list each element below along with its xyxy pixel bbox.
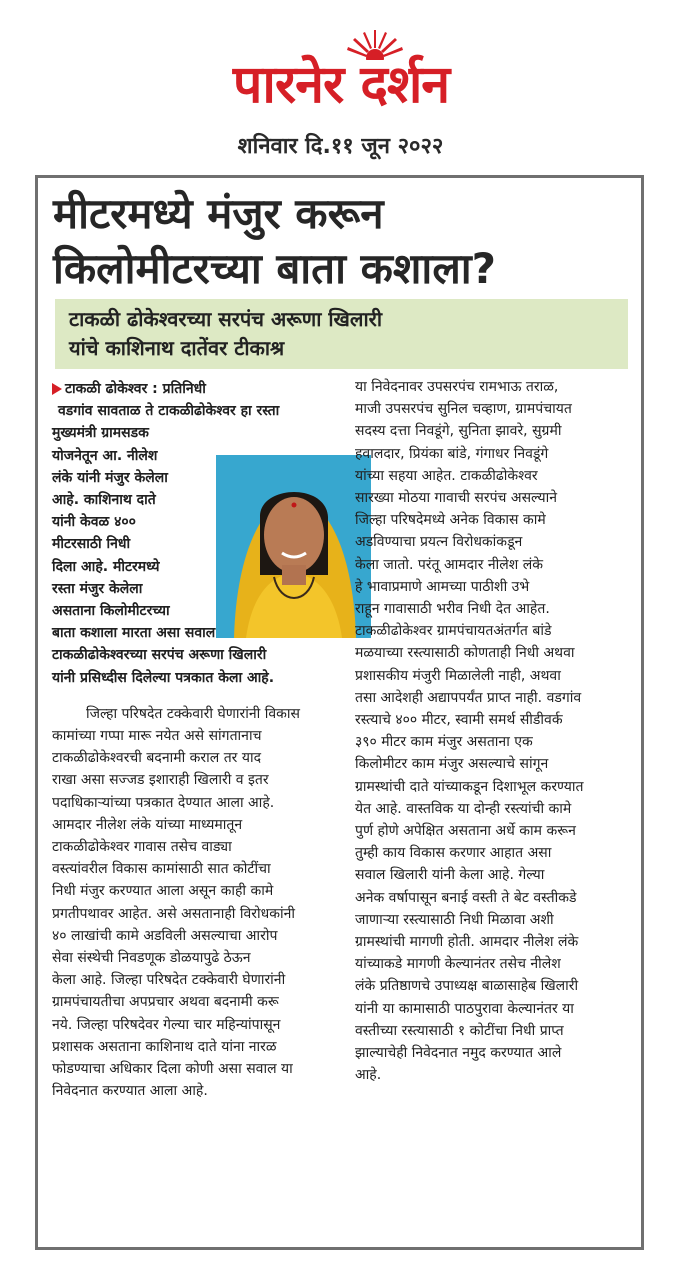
body-line: यांनी या कामासाठी पाठपुरावा केल्यानंतर या: [355, 1000, 574, 1017]
subheading-line: यांचे काशिनाथ दातेंवर टीकाश्र: [69, 336, 285, 360]
body-line: सेवा संस्थेची निवडणूक डोळयापुढे ठेऊन: [52, 950, 251, 967]
body-left-text: [52, 703, 339, 1103]
lead-line: योजनेतून आ. नीलेश: [52, 447, 158, 464]
lead-line: यांनी केवळ ४००: [52, 514, 136, 531]
body-line: रस्त्याचे ४०० मीटर, स्वामी समर्थ सीडीवर्क: [355, 712, 563, 729]
triangle-marker-icon: [52, 383, 62, 395]
body-line: तसा आदेशही अद्यापपर्यंत प्राप्त नाही. वडगांव: [355, 689, 582, 706]
lead-line: वडगांव सावताळ ते टाकळीढोकेश्वर हा रस्ता: [58, 403, 280, 420]
newspaper-logo: [195, 26, 487, 126]
body-line: आहे.: [355, 1067, 382, 1084]
body-line: किलोमीटर काम मंजुर असल्याचे सांगून: [355, 756, 549, 773]
body-line: सदस्य दत्ता निवडूंगे, सुनिता झावरे, सुग्रमी: [355, 423, 562, 440]
body-line: टाकळीढोकेश्वर गावास तसेच वाड्या: [52, 839, 232, 856]
body-line: टाकळीढोकेश्वर ग्रामपंचायतअंतर्गत बांडे: [355, 623, 552, 640]
lead-line: मुख्यमंत्री ग्रामसडक: [52, 425, 149, 442]
lead-line: मीटरसाठी निधी: [52, 536, 131, 553]
body-line: राखा असा सज्जड इशाराही खिलारी व इतर: [52, 772, 269, 789]
lead-line: यांनी प्रसिध्दीस दिलेल्या पत्रकात केला आहे.: [52, 669, 275, 686]
body-line: निवेदनात करण्यात आला आहे.: [52, 1083, 208, 1100]
masthead: [0, 0, 681, 170]
lead-line: टाकळीढोकेश्वरच्या सरपंच अरूणा खिलारी: [52, 647, 267, 664]
headline-line: किलोमीटरच्या बाता कशाला?: [53, 244, 497, 293]
body-line: ४० लाखांची कामे अडविली असल्याचा आरोप: [52, 927, 278, 944]
body-line: पदाधिकाऱ्यांच्या पत्रकात देण्यात आला आहे.: [52, 794, 275, 811]
lead-line: दिला आहे. मीटरमध्ये: [52, 558, 160, 575]
body-line: ग्रामस्थांची दाते यांच्याकडून दिशाभूल करण्यात: [355, 778, 584, 795]
body-line: ग्रामपंचायतीचा अपप्रचार अथवा बदनामी करू: [52, 994, 279, 1011]
body-line: आमदार नीलेश लंके यांच्या माध्यमातून: [52, 816, 243, 833]
body-line: सारख्या मोठया गावाची सरपंच असल्याने: [355, 490, 557, 507]
lead-line: रस्ता मंजुर केलेला: [52, 580, 143, 597]
headline-line: मीटरमध्ये मंजुर करून: [53, 189, 384, 238]
body-line: यांच्या सहया आहेत. टाकळीढोकेश्वर: [355, 467, 538, 484]
body-line: निधी मंजुर करण्यात आला असून काही कामे: [52, 883, 274, 900]
body-line: प्रगतीपथावर आहेत. असे असतानाही विरोधकांनी: [52, 905, 295, 922]
body-line: ग्रामस्थांची मागणी होती. आमदार नीलेश लंके: [355, 934, 579, 951]
body-line: लंके प्रतिष्ठाणचे उपाध्यक्ष बाळासाहेब खिलारी: [355, 978, 579, 995]
body-line: पुर्ण होणे अपेक्षित असताना अर्धे काम करून: [355, 823, 576, 840]
body-line: यांच्याकडे मागणी केल्यानंतर तसेच नीलेश: [355, 956, 561, 973]
body-line: हे भावाप्रमाणे आमच्या पाठीशी उभे: [355, 578, 530, 595]
lead-line: लंके यांनी मंजुर केलेला: [52, 469, 168, 486]
body-line: अनेक वर्षापासून बनाई वस्ती ते बेट वस्तीकडे: [355, 889, 577, 906]
article-subheading: [55, 299, 628, 369]
body-line: प्रशासकीय मंजुरी मिळालेली नाही, अथवा: [355, 667, 561, 684]
body-line: राहून गावासाठी भरीव निधी देत आहेत.: [355, 601, 550, 618]
body-line: प्रशासक असताना काशिनाथ दाते यांना नारळ: [52, 1038, 277, 1055]
body-line: सवाल खिलारी यांनी केला आहे. गेल्या: [355, 867, 545, 884]
body-line: कामांच्या गप्पा मारू नयेत असे सांगतानाच: [52, 728, 262, 745]
body-line: जिल्हा परिषदेमध्ये अनेक विकास कामे: [355, 512, 546, 529]
body-line: झाल्याचेही निवेदनात नमुद करण्यात आले: [355, 1045, 562, 1062]
body-line: अडविण्याचा प्रयत्न विरोधकांकडून: [355, 534, 523, 551]
body-line: या निवेदनावर उपसरपंच रामभाऊ तराळ,: [355, 379, 559, 395]
body-line: येत आहे. वास्तविक या दोन्ही रस्त्यांची कामे: [355, 800, 572, 817]
body-line: मळयाच्या रस्त्यासाठी कोणताही निधी अथवा: [355, 645, 575, 662]
body-line: हवालदार, प्रियंका बांडे, गंगाधर निवडूंगे: [355, 445, 549, 462]
dateline-place: [52, 378, 339, 400]
body-line: जिल्हा परिषदेत टक्केवारी घेणारांनी विकास: [86, 705, 300, 722]
body-line: केला आहे. जिल्हा परिषदेत टक्केवारी घेणारांनी: [52, 972, 286, 989]
article-headline: [53, 186, 643, 296]
subheading-line: टाकळी ढोकेश्वरच्या सरपंच अरूणा खिलारी: [69, 307, 383, 331]
lead-line: आहे. काशिनाथ दाते: [52, 492, 156, 509]
body-line: जाणाऱ्या रस्त्यासाठी निधी मिळावा अशी: [355, 911, 554, 928]
dateline-place-text: टाकळी ढोकेश्वर : प्रतिनिधी: [65, 381, 206, 397]
body-line: वस्तीच्या रस्त्यासाठी १ कोटींचा निधी प्राप्त: [355, 1022, 564, 1039]
body-line: नये. जिल्हा परिषदेवर गेल्या चार महिन्यांपासून: [52, 1016, 281, 1033]
body-line: फोडण्याचा अधिकार दिला कोणी असा सवाल या: [52, 1061, 293, 1078]
body-line: टाकळीढोकेश्वरची बदनामी कराल तर याद: [52, 750, 262, 767]
issue-date: शनिवार दि.११ जून २०२२: [237, 134, 444, 159]
body-right-text: [355, 376, 641, 1087]
body-line: माजी उपसरपंच सुनिल चव्हाण, ग्रामपंचायत: [355, 401, 572, 418]
right-column: [355, 376, 641, 1087]
left-column: [52, 378, 339, 1103]
body-line: ३९० मीटर काम मंजुर असताना एक: [355, 734, 533, 751]
body-line: तुम्ही काय विकास करणार आहात असा: [355, 845, 552, 862]
lead-line: बाता कशाला मारता असा सवाल: [52, 625, 216, 642]
newspaper-title: पारनेर दर्शन: [232, 55, 450, 115]
body-line: वस्त्यांवरील विकास कामांसाठी सात कोटींचा: [52, 861, 271, 878]
body-line: केला जातो. परंतू आमदार नीलेश लंके: [355, 556, 543, 573]
lead-line: असताना किलोमीटरच्या: [52, 603, 170, 620]
